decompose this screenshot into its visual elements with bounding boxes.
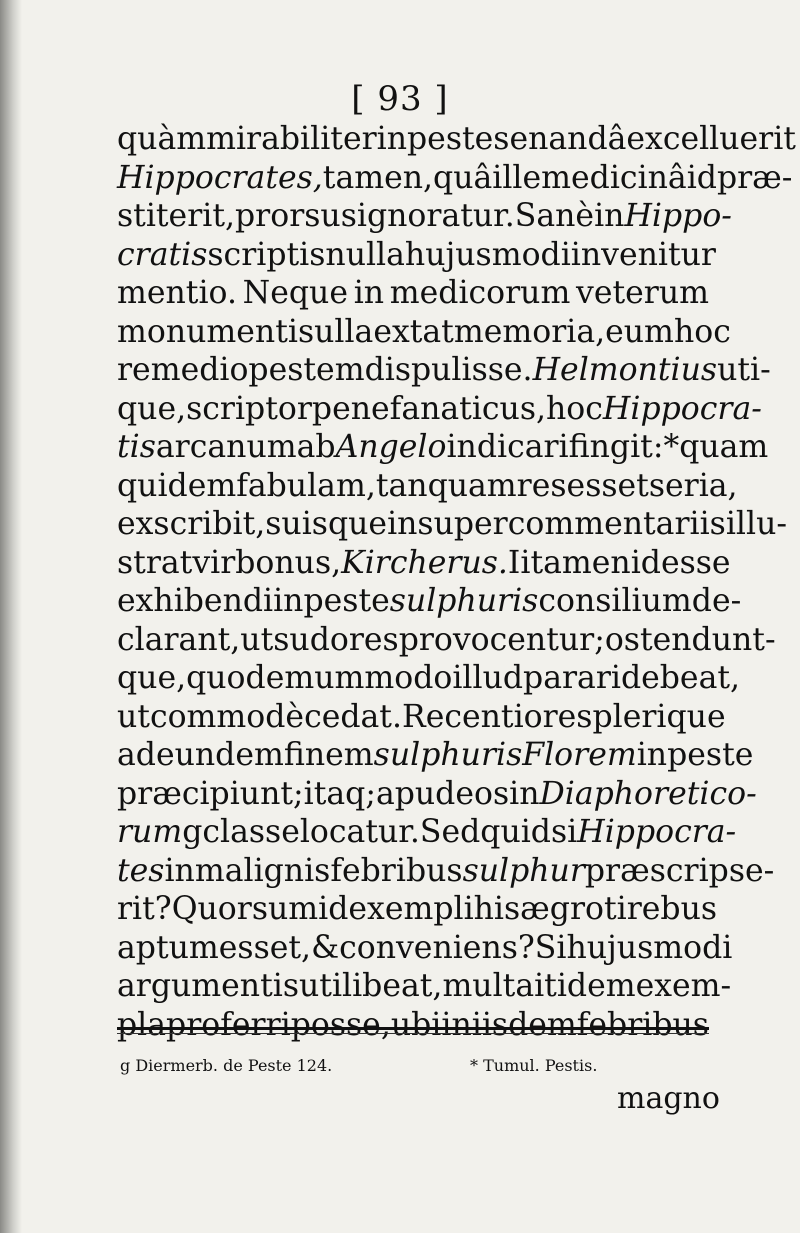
word: si (550, 814, 578, 850)
word: medicorum (389, 275, 571, 311)
word: indicari (446, 429, 569, 465)
word: que, (117, 660, 187, 696)
word: illu- (725, 506, 787, 542)
word: Recentiores (401, 698, 593, 735)
word: ut (240, 621, 274, 658)
word: scriptis (207, 236, 326, 273)
word: Neque (242, 275, 348, 311)
word: præ- (716, 159, 793, 196)
catchword: magno (617, 1081, 720, 1116)
text-line (117, 544, 731, 583)
word: hujusmodi (404, 236, 571, 273)
text-line (117, 852, 775, 891)
text-line (117, 775, 757, 814)
word: bonus, (235, 544, 342, 581)
word: suisque (265, 506, 388, 542)
word: extat (373, 313, 454, 350)
word: tamen, (322, 159, 434, 196)
word: peste (667, 737, 754, 773)
word: in (273, 583, 304, 619)
word: locatur. (299, 814, 420, 850)
text-line (117, 236, 716, 275)
footnote-rule (117, 1027, 709, 1030)
word: hoc (546, 390, 603, 427)
word: esse (660, 544, 731, 581)
word: pene (311, 390, 390, 427)
word: invenitur (570, 236, 716, 273)
word: exempli (348, 891, 474, 927)
word: conveniens? (339, 929, 535, 966)
word: pestem (248, 352, 365, 388)
word: sulphur (462, 852, 585, 889)
word: ostendunt- (604, 621, 776, 658)
word: Diaphoretico- (539, 775, 757, 812)
word: ignoratur. (356, 198, 515, 234)
word: malignis (194, 852, 331, 889)
word: quidem (117, 467, 237, 504)
word: Hippocra- (577, 814, 737, 850)
word: pla (117, 1006, 167, 1043)
word: esset, (218, 929, 312, 966)
word: in (164, 852, 195, 889)
word: præscripse- (584, 852, 775, 889)
word: iisdem (471, 1006, 577, 1043)
word: clarant, (117, 621, 241, 658)
word: sulphuris (389, 583, 539, 619)
word: quàm (117, 121, 207, 157)
word: classe (202, 814, 300, 850)
word: dispulisse. (364, 352, 533, 388)
footnote-rule-thin (117, 1033, 709, 1034)
word: exhibendi (117, 583, 274, 619)
text-line (117, 621, 776, 660)
word: strat (117, 544, 193, 581)
word: eum (605, 313, 674, 350)
word: quo (186, 660, 246, 696)
text-line (117, 929, 733, 968)
word: id (630, 544, 661, 581)
word: mentio. (117, 275, 237, 311)
text-line (117, 659, 741, 698)
word: veterum (576, 275, 709, 311)
word: plerique (592, 698, 726, 735)
text-line (117, 120, 796, 159)
word: quam (679, 429, 769, 465)
word: sulphuris (373, 737, 523, 773)
word: id (318, 891, 349, 927)
word: uti- (717, 352, 771, 388)
text-line (117, 505, 787, 544)
word: Hippo- (624, 198, 732, 234)
word: peste (303, 583, 390, 619)
word: eundem (155, 737, 284, 773)
word: tis (117, 429, 156, 465)
word: apud (375, 775, 456, 812)
word: Hippocrates, (117, 159, 323, 196)
text-line (117, 582, 742, 621)
word: esset (566, 467, 649, 504)
word: ille (492, 159, 542, 196)
word: in (636, 737, 668, 773)
word: res (516, 467, 567, 504)
word: excelluerit (626, 121, 796, 157)
word: mirabiliter (206, 121, 377, 157)
word: rit? (117, 891, 172, 927)
body-text (117, 120, 796, 1044)
word: in (376, 121, 408, 157)
word: Ii (507, 544, 531, 581)
word: hoc (673, 313, 731, 350)
text-line (117, 467, 738, 506)
word: modo (364, 660, 453, 696)
word: his (473, 891, 521, 927)
word: quâ (433, 159, 493, 196)
word: cratis (117, 236, 208, 273)
word: febribus (576, 1006, 709, 1043)
word: rebus (626, 891, 718, 927)
word: illud (452, 660, 524, 696)
word: parari (523, 660, 621, 696)
word: & (311, 929, 340, 966)
word: multa (442, 968, 535, 1004)
word: fabulam, (236, 467, 376, 504)
word: vir (192, 544, 236, 581)
word: peste (407, 121, 494, 157)
word: consilium (538, 583, 692, 619)
word: id (686, 159, 717, 196)
word: rum (117, 814, 183, 850)
word: uti (299, 968, 343, 1004)
word: g (182, 814, 203, 850)
text-line (117, 274, 709, 313)
word: proferri (166, 1006, 291, 1043)
text-line (117, 890, 718, 929)
word: Sed (419, 814, 481, 850)
word: debeat, (620, 660, 741, 696)
word: Kircherus. (341, 544, 508, 581)
word: quid (480, 814, 551, 850)
word: in (353, 275, 385, 311)
text-line (117, 698, 726, 737)
word: posse, (290, 1006, 391, 1043)
word: remedio (117, 352, 249, 388)
word: sudores (273, 621, 399, 658)
word: de- (691, 583, 742, 619)
word: itidem (534, 968, 636, 1004)
word: fanaticus, (389, 390, 547, 427)
word: Quorsum (171, 891, 319, 927)
word: nulla (325, 236, 405, 273)
word: argumentis (117, 968, 299, 1004)
word: finem (283, 737, 374, 773)
word: ab (296, 429, 336, 465)
word: eos (455, 775, 510, 812)
footnote-tumul: * Tumul. Pestis. (470, 1056, 598, 1075)
word: exem- (635, 968, 732, 1004)
word: exscribit, (117, 506, 266, 542)
text-line (117, 1006, 709, 1045)
word: fingit: (568, 429, 664, 465)
word: præcipiunt; (117, 775, 304, 812)
page-number: [ 93 ] (351, 79, 449, 119)
word: arcanum (155, 429, 297, 465)
text-line (117, 159, 793, 198)
text-line (117, 736, 754, 775)
text-line (117, 197, 732, 236)
text-line (117, 390, 762, 429)
word: in (594, 198, 625, 234)
word: commodè (149, 698, 305, 735)
word: itaq; (303, 775, 376, 812)
text-line (117, 428, 769, 467)
word: ubi (390, 1006, 442, 1043)
text-line (117, 813, 737, 852)
word: Helmontius (532, 352, 718, 388)
word: stiterit, (117, 198, 236, 234)
word: monumentis (117, 313, 315, 350)
word: commentariis (507, 506, 726, 542)
page-gutter-shadow (0, 0, 22, 1233)
word: in (509, 775, 540, 812)
word: insuper (387, 506, 508, 542)
word: tes (117, 852, 165, 889)
word: tamen (530, 544, 631, 581)
word: libeat, (342, 968, 443, 1004)
word: ad (117, 737, 156, 773)
word: medicinâ (541, 159, 687, 196)
word: in (441, 1006, 472, 1043)
word: tanquam (375, 467, 517, 504)
word: provocentur; (398, 621, 605, 658)
word: ægroti (520, 891, 627, 927)
word: cedat. (304, 698, 402, 735)
footnote-diermerbroeck: g Diermerb. de Peste 124. (120, 1056, 333, 1075)
word: seria, (648, 467, 738, 504)
word: febribus (330, 852, 463, 889)
text-line (117, 313, 731, 352)
word: Angelo (335, 429, 447, 465)
text-line (117, 351, 771, 390)
word: Si (534, 929, 567, 966)
word: hujusmodi (566, 929, 733, 966)
word: Sanè (514, 198, 595, 234)
word: memoria, (453, 313, 606, 350)
word: prorsus (235, 198, 357, 234)
word: senandâ (493, 121, 627, 157)
word: Florem (522, 737, 637, 773)
text-line (117, 967, 732, 1006)
word: ut (117, 698, 150, 735)
word: aptum (117, 929, 219, 966)
word: * (663, 429, 680, 465)
word: scriptor (186, 390, 312, 427)
word: que, (117, 390, 187, 427)
word: demum (245, 660, 365, 696)
word: Hippocra- (602, 390, 762, 427)
word: ulla (314, 313, 374, 350)
